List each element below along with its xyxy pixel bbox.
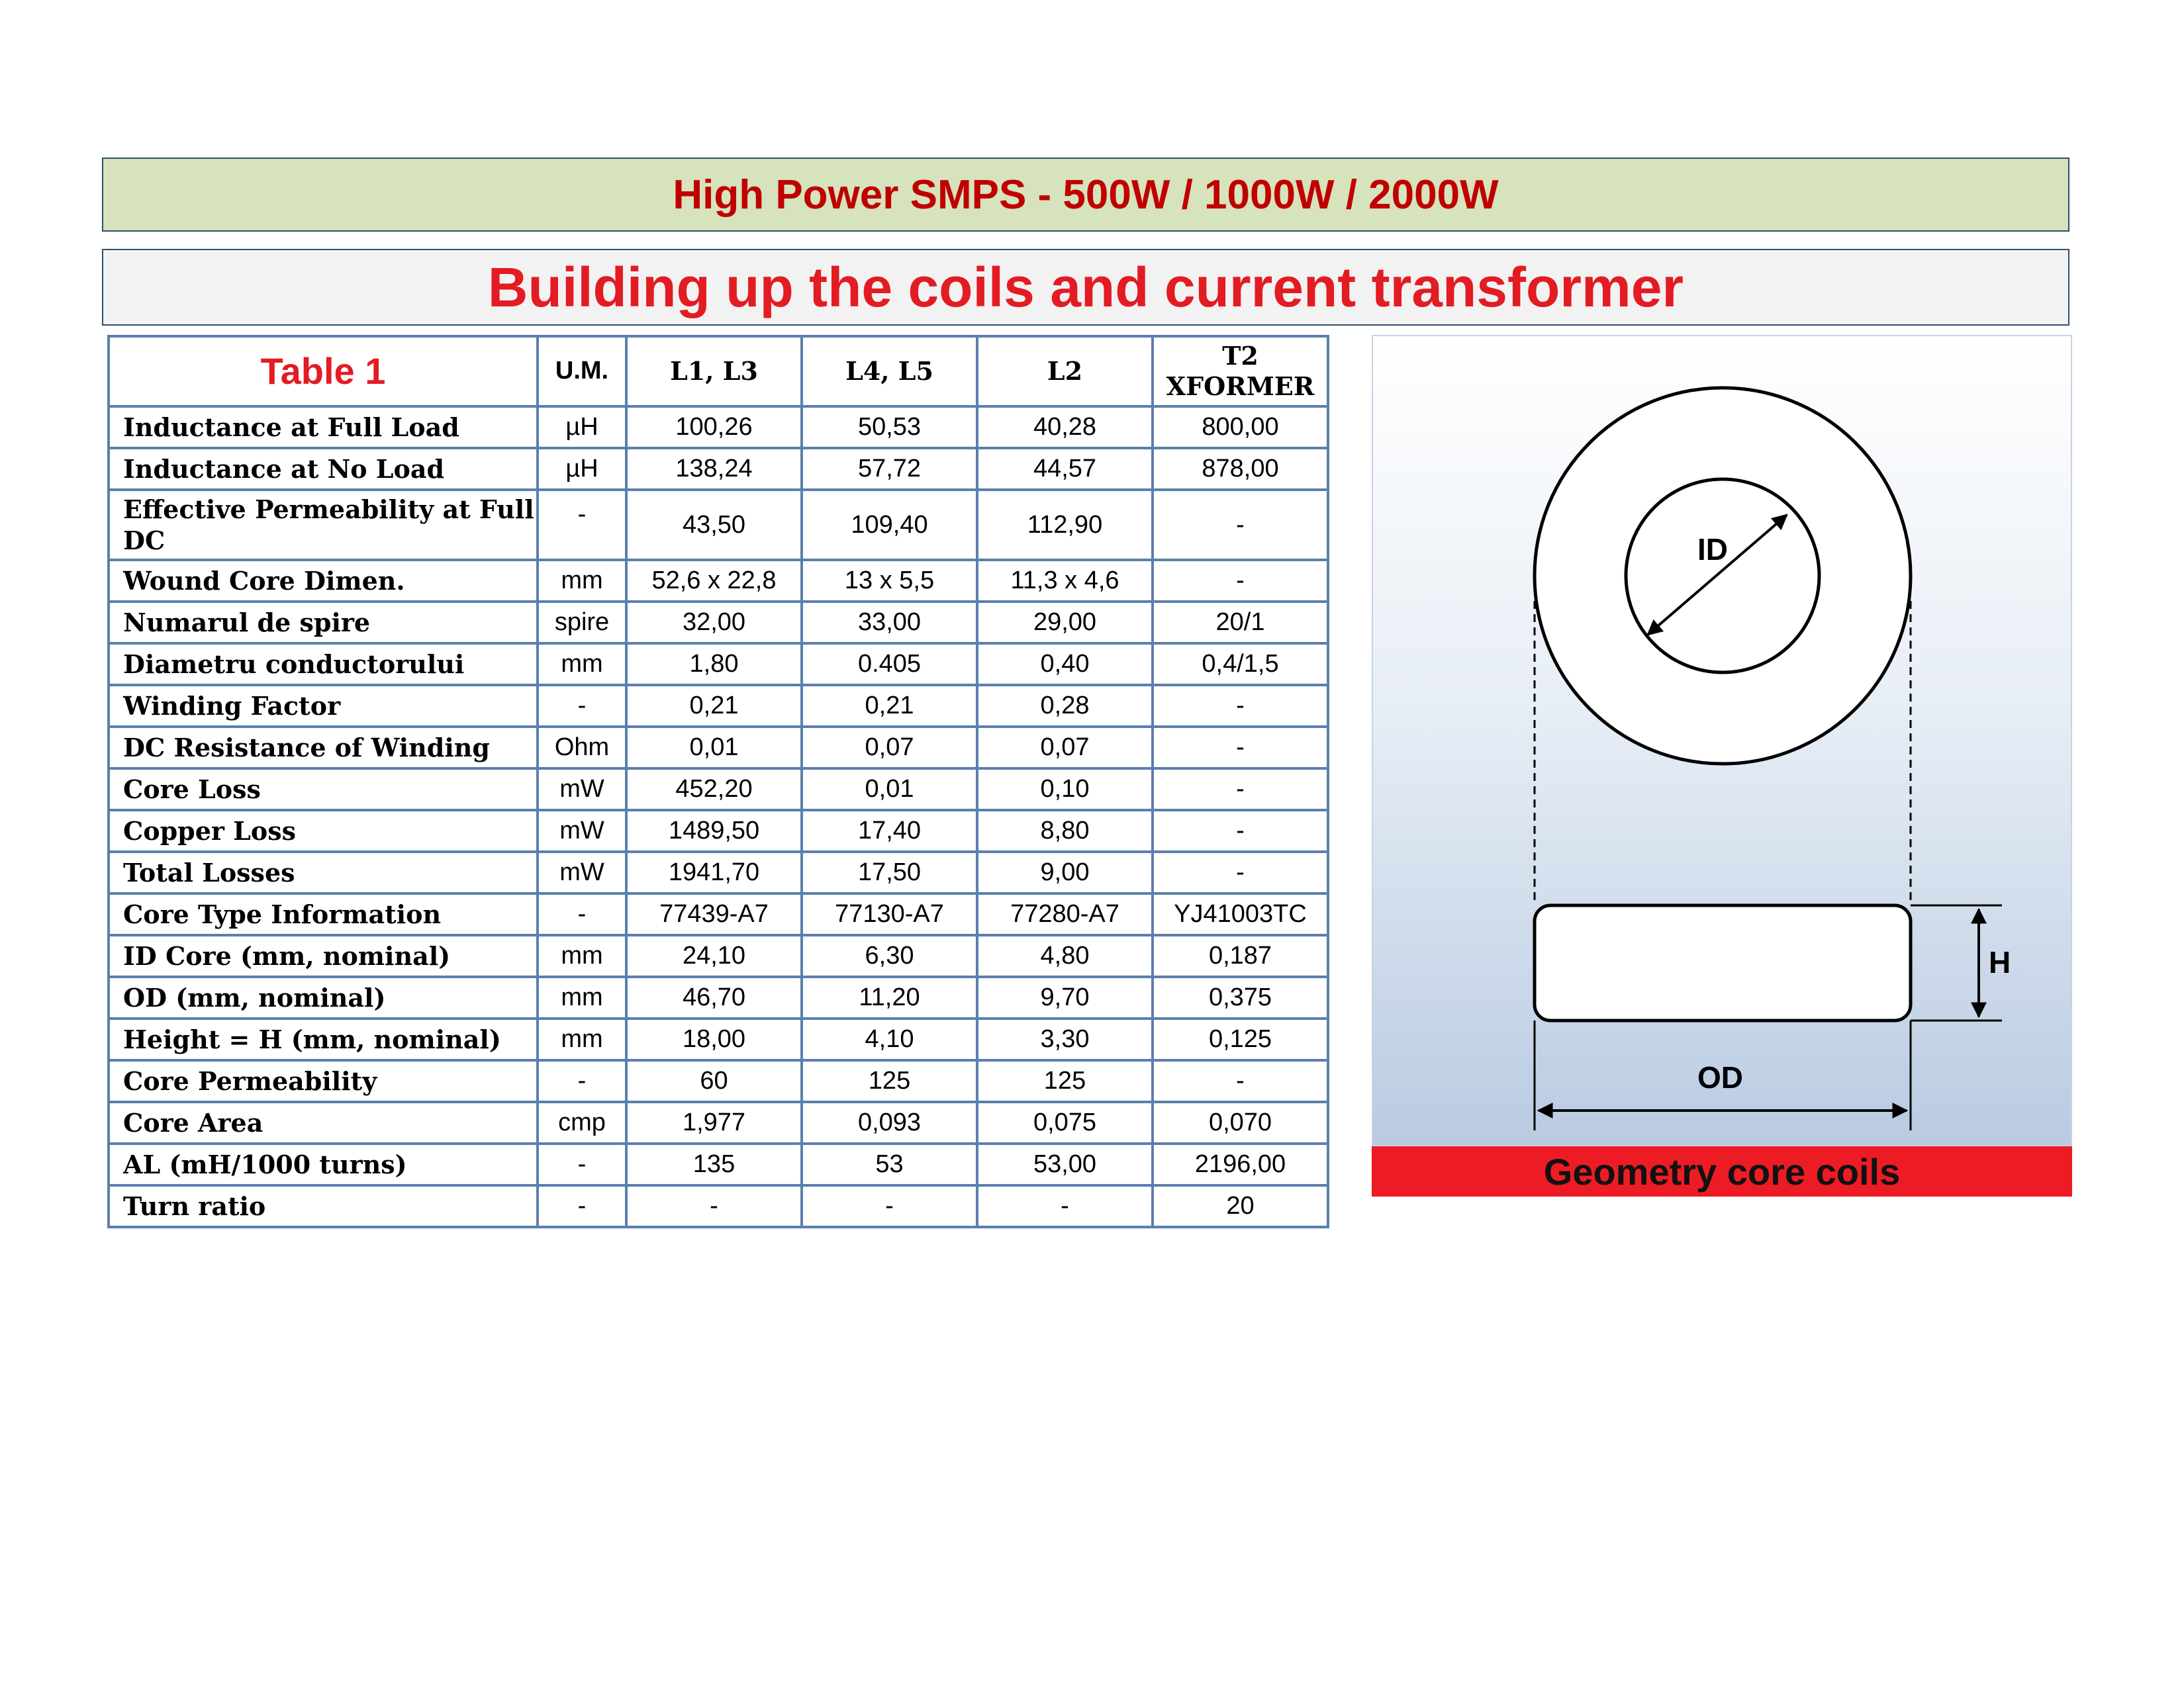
row-unit: mW xyxy=(538,852,626,893)
table-header-row xyxy=(109,336,1328,406)
cell-value: 0,07 xyxy=(977,727,1153,768)
cell-value: 1941,70 xyxy=(626,852,802,893)
cell-value: 60 xyxy=(626,1060,802,1102)
row-label: Inductance at No Load xyxy=(109,448,538,490)
cell-value: 6,30 xyxy=(802,935,977,977)
row-label: Diametru conductorului xyxy=(109,643,538,685)
subtitle-banner xyxy=(102,158,2069,232)
cell-value: 1,80 xyxy=(626,643,802,685)
table-row xyxy=(109,602,1328,643)
cell-value: 0.405 xyxy=(802,643,977,685)
cell-value: 3,30 xyxy=(977,1019,1153,1060)
cell-value: 0,093 xyxy=(802,1102,977,1144)
cell-value: 109,40 xyxy=(802,490,977,560)
cell-value: 125 xyxy=(977,1060,1153,1102)
table-row xyxy=(109,893,1328,935)
cell-value: 112,90 xyxy=(977,490,1153,560)
cell-value: 0,40 xyxy=(977,643,1153,685)
row-label: Core Area xyxy=(109,1102,538,1144)
row-label: Copper Loss xyxy=(109,810,538,852)
cell-value: 24,10 xyxy=(626,935,802,977)
cell-value: 17,40 xyxy=(802,810,977,852)
column-header: L4, L5 xyxy=(802,336,977,406)
cell-value: 2196,00 xyxy=(1153,1144,1328,1185)
cell-value: 0,4/1,5 xyxy=(1153,643,1328,685)
column-header: U.M. xyxy=(538,336,626,406)
page-title: Building up the coils and current transformer xyxy=(487,255,1684,318)
table-row xyxy=(109,1144,1328,1185)
title-banner xyxy=(102,249,2069,326)
table-row xyxy=(109,560,1328,602)
cell-value: 50,53 xyxy=(802,406,977,448)
cell-value: 77280-A7 xyxy=(977,893,1153,935)
cell-value: 138,24 xyxy=(626,448,802,490)
row-label: OD (mm, nominal) xyxy=(109,977,538,1019)
cell-value: 135 xyxy=(626,1144,802,1185)
cell-value: - xyxy=(1153,768,1328,810)
cell-value: - xyxy=(977,1185,1153,1227)
row-unit: - xyxy=(538,490,626,560)
cell-value: 452,20 xyxy=(626,768,802,810)
column-header: L2 xyxy=(977,336,1153,406)
spec-table xyxy=(107,335,1329,1228)
core-geometry-drawing xyxy=(1373,336,2073,1148)
inner-diameter-circle xyxy=(1626,479,1819,672)
row-label: Inductance at Full Load xyxy=(109,406,538,448)
geometry-diagram xyxy=(1372,335,2072,1146)
cell-value: 32,00 xyxy=(626,602,802,643)
table-row xyxy=(109,406,1328,448)
row-unit: mm xyxy=(538,643,626,685)
row-label: Turn ratio xyxy=(109,1185,538,1227)
cell-value: - xyxy=(1153,490,1328,560)
row-unit: mW xyxy=(538,768,626,810)
row-unit: - xyxy=(538,1144,626,1185)
table-row xyxy=(109,1102,1328,1144)
row-label: Numarul de spire xyxy=(109,602,538,643)
table-row xyxy=(109,935,1328,977)
cell-value: 9,70 xyxy=(977,977,1153,1019)
row-unit: Ohm xyxy=(538,727,626,768)
row-label: Winding Factor xyxy=(109,685,538,727)
cell-value: - xyxy=(1153,852,1328,893)
row-unit: - xyxy=(538,1060,626,1102)
cell-value: - xyxy=(1153,560,1328,602)
row-label: DC Resistance of Winding xyxy=(109,727,538,768)
cell-value: - xyxy=(1153,727,1328,768)
h-label: H xyxy=(1989,945,2011,980)
subtitle: High Power SMPS - 500W / 1000W / 2000W xyxy=(673,171,1499,218)
cell-value: 20/1 xyxy=(1153,602,1328,643)
cell-value: 77130-A7 xyxy=(802,893,977,935)
column-header: L1, L3 xyxy=(626,336,802,406)
row-label: AL (mH/1000 turns) xyxy=(109,1144,538,1185)
row-unit: - xyxy=(538,685,626,727)
table-row xyxy=(109,727,1328,768)
cell-value: 43,50 xyxy=(626,490,802,560)
cell-value: 0,075 xyxy=(977,1102,1153,1144)
table-row xyxy=(109,1019,1328,1060)
cell-value: 40,28 xyxy=(977,406,1153,448)
row-label: Height = H (mm, nominal) xyxy=(109,1019,538,1060)
cell-value: 29,00 xyxy=(977,602,1153,643)
row-unit: mm xyxy=(538,977,626,1019)
table-row xyxy=(109,977,1328,1019)
cell-value: 0,375 xyxy=(1153,977,1328,1019)
cell-value: 800,00 xyxy=(1153,406,1328,448)
cell-value: 52,6 x 22,8 xyxy=(626,560,802,602)
row-label: Wound Core Dimen. xyxy=(109,560,538,602)
table-row xyxy=(109,768,1328,810)
cell-value: 125 xyxy=(802,1060,977,1102)
id-label: ID xyxy=(1697,532,1728,567)
row-unit: mm xyxy=(538,560,626,602)
cell-value: 100,26 xyxy=(626,406,802,448)
cell-value: 11,20 xyxy=(802,977,977,1019)
cell-value: 0,07 xyxy=(802,727,977,768)
cell-value: 878,00 xyxy=(1153,448,1328,490)
cell-value: 1,977 xyxy=(626,1102,802,1144)
table-row xyxy=(109,490,1328,560)
cell-value: 0,01 xyxy=(626,727,802,768)
cell-value: - xyxy=(1153,810,1328,852)
cell-value: YJ41003TC xyxy=(1153,893,1328,935)
cell-value: 0,01 xyxy=(802,768,977,810)
cell-value: 33,00 xyxy=(802,602,977,643)
cell-value: 11,3 x 4,6 xyxy=(977,560,1153,602)
row-label: Core Type Information xyxy=(109,893,538,935)
row-unit: - xyxy=(538,893,626,935)
row-unit: mm xyxy=(538,1019,626,1060)
cell-value: 53,00 xyxy=(977,1144,1153,1185)
row-unit: cmp xyxy=(538,1102,626,1144)
cell-value: 0,21 xyxy=(626,685,802,727)
row-unit: µH xyxy=(538,448,626,490)
row-unit: µH xyxy=(538,406,626,448)
cell-value: 77439-A7 xyxy=(626,893,802,935)
cell-value: - xyxy=(626,1185,802,1227)
row-unit: spire xyxy=(538,602,626,643)
row-label: Core Permeability xyxy=(109,1060,538,1102)
table-row xyxy=(109,810,1328,852)
table-row xyxy=(109,685,1328,727)
cell-value: - xyxy=(1153,1060,1328,1102)
geometry-caption: Geometry core coils xyxy=(1543,1150,1901,1193)
geometry-caption-bar xyxy=(1372,1146,2072,1197)
row-label: Effective Permeability at Full DC xyxy=(109,490,538,560)
cell-value: 46,70 xyxy=(626,977,802,1019)
table-row xyxy=(109,448,1328,490)
cell-value: 0,21 xyxy=(802,685,977,727)
od-label: OD xyxy=(1697,1060,1743,1095)
table-row xyxy=(109,1185,1328,1227)
cell-value: 0,10 xyxy=(977,768,1153,810)
core-side-view xyxy=(1535,905,1911,1021)
row-unit: mm xyxy=(538,935,626,977)
row-label: ID Core (mm, nominal) xyxy=(109,935,538,977)
cell-value: 53 xyxy=(802,1144,977,1185)
cell-value: 0,070 xyxy=(1153,1102,1328,1144)
column-header: T2 XFORMER xyxy=(1153,336,1328,406)
cell-value: - xyxy=(1153,685,1328,727)
table-row xyxy=(109,643,1328,685)
cell-value: 0,125 xyxy=(1153,1019,1328,1060)
table-name: Table 1 xyxy=(109,336,538,406)
cell-value: 13 x 5,5 xyxy=(802,560,977,602)
row-unit: mW xyxy=(538,810,626,852)
table-row xyxy=(109,1060,1328,1102)
cell-value: 4,10 xyxy=(802,1019,977,1060)
cell-value: - xyxy=(802,1185,977,1227)
cell-value: 18,00 xyxy=(626,1019,802,1060)
cell-value: 4,80 xyxy=(977,935,1153,977)
cell-value: 1489,50 xyxy=(626,810,802,852)
row-label: Core Loss xyxy=(109,768,538,810)
row-unit: - xyxy=(538,1185,626,1227)
cell-value: 0,187 xyxy=(1153,935,1328,977)
cell-value: 8,80 xyxy=(977,810,1153,852)
cell-value: 44,57 xyxy=(977,448,1153,490)
cell-value: 17,50 xyxy=(802,852,977,893)
cell-value: 20 xyxy=(1153,1185,1328,1227)
cell-value: 0,28 xyxy=(977,685,1153,727)
row-label: Total Losses xyxy=(109,852,538,893)
cell-value: 9,00 xyxy=(977,852,1153,893)
table-row xyxy=(109,852,1328,893)
cell-value: 57,72 xyxy=(802,448,977,490)
